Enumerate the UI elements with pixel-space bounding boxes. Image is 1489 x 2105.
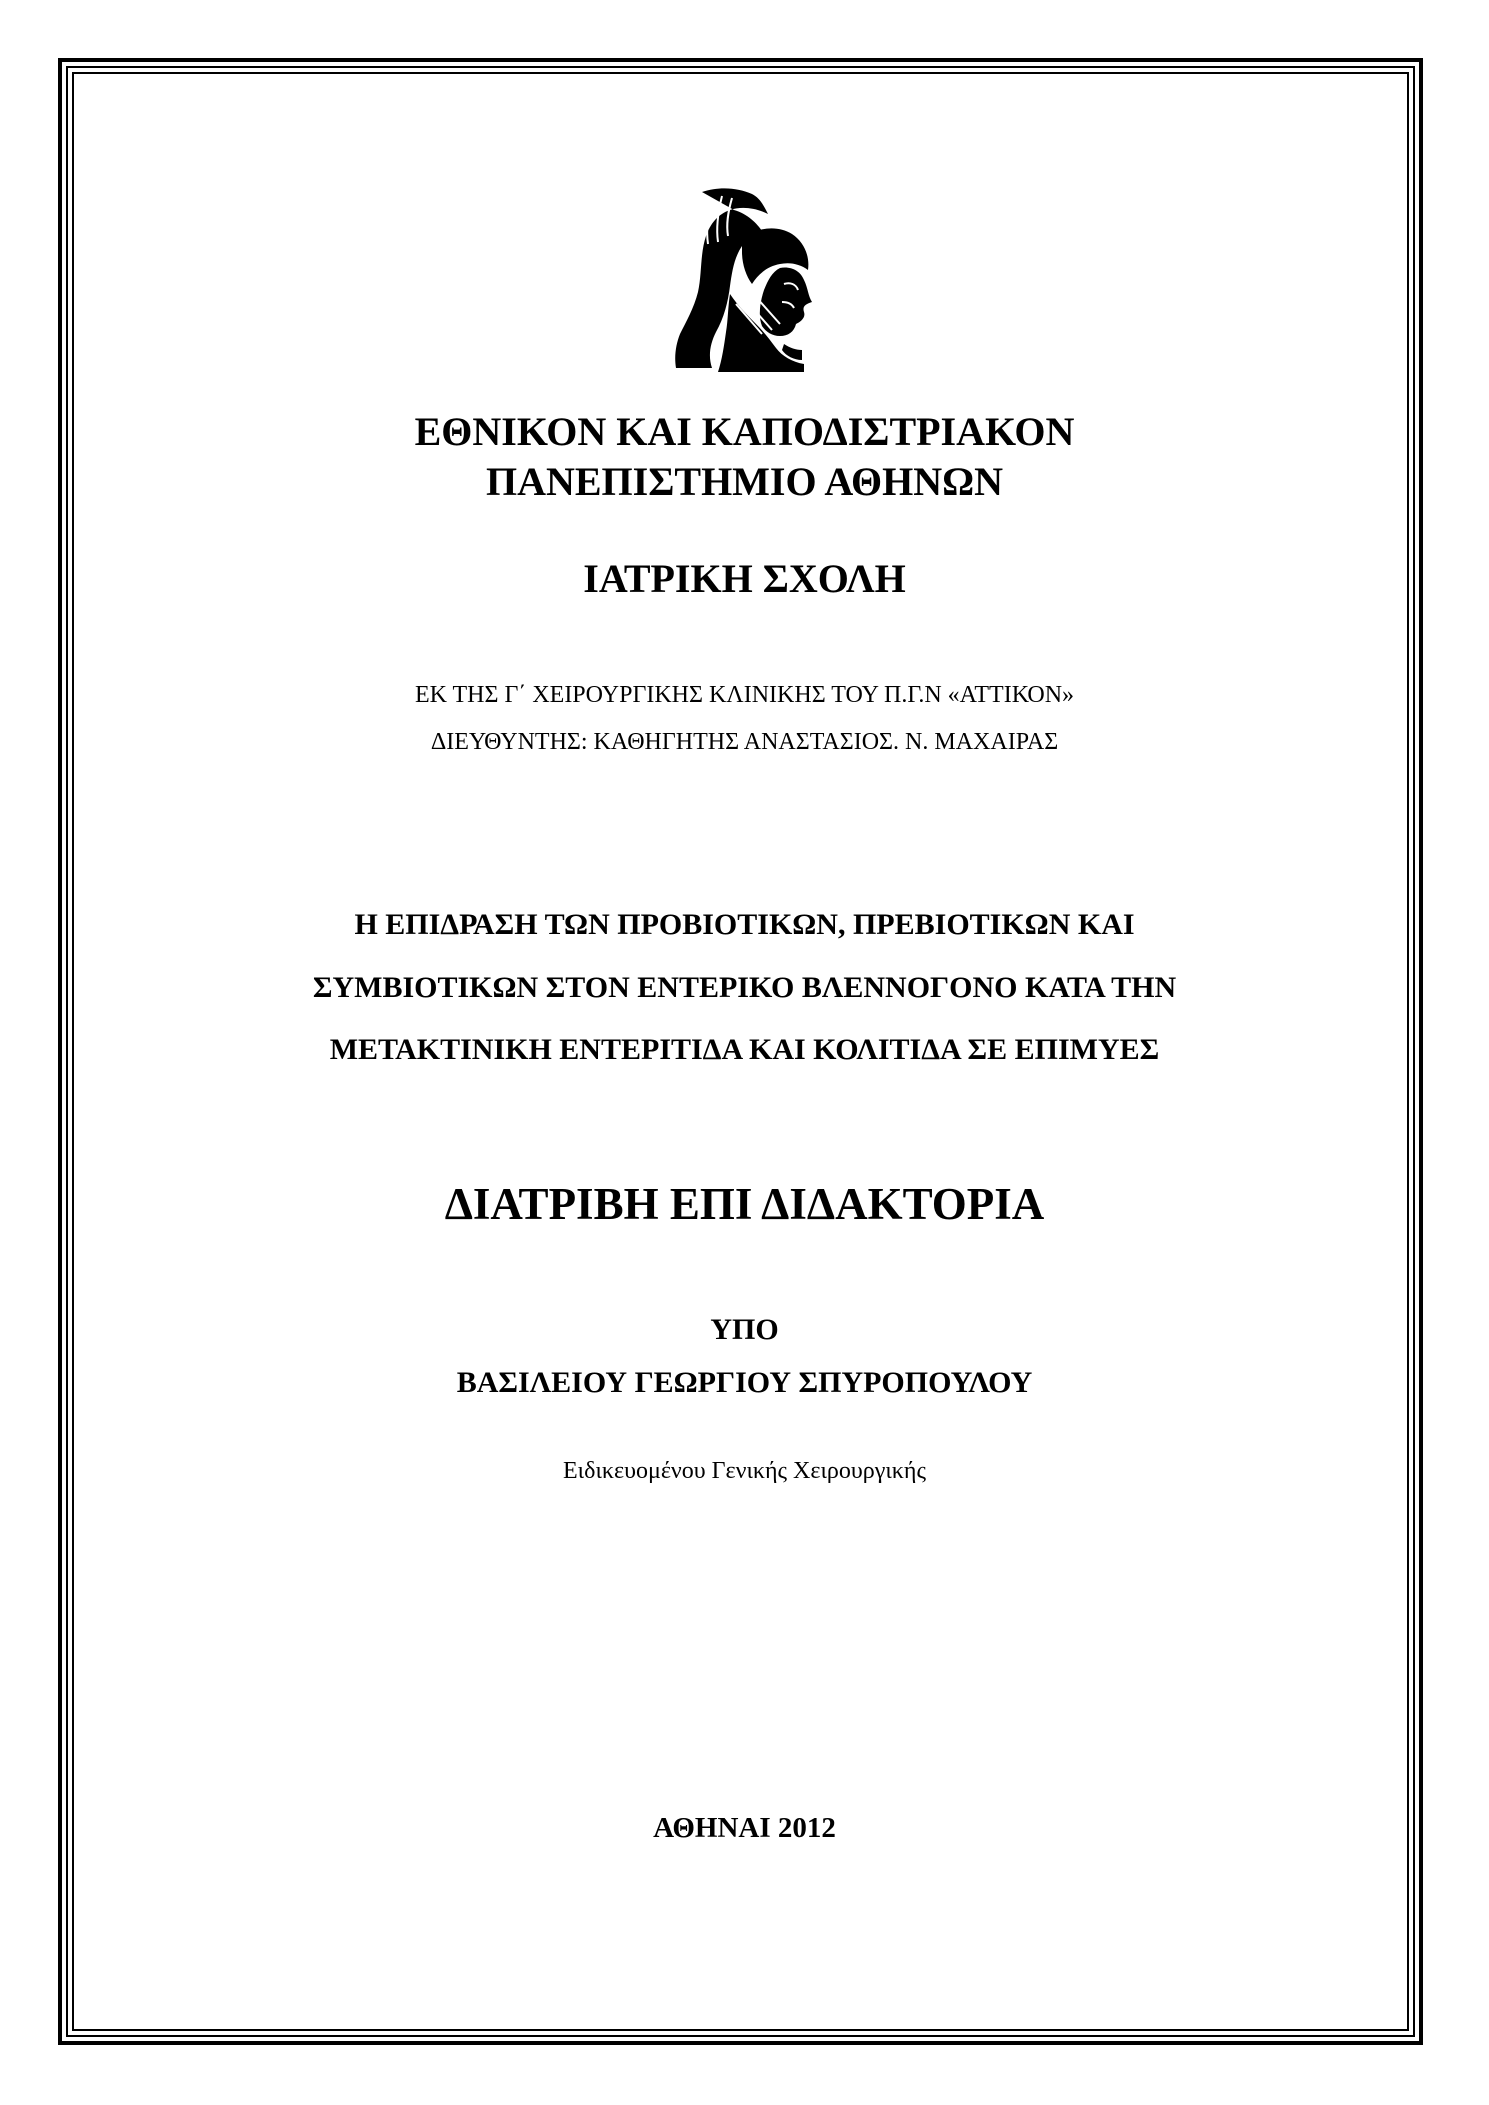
author-name: ΒΑΣΙΛΕΙΟΥ ΓΕΩΡΓΙΟΥ ΣΠΥΡΟΠΟΥΛΟΥ: [456, 1366, 1033, 1399]
director-line: ΔΙΕΥΘΥΝΤΗΣ: ΚΑΘΗΓΗΤΗΣ ΑΝΑΣΤΑΣΙΟΣ. Ν. ΜΑΧΑΙΡΑΣ: [430, 729, 1059, 755]
place-and-year: ΑΘΗΝΑΙ 2012: [653, 1812, 836, 1844]
university-name-line-1: ΕΘΝΙΚΟΝ ΚΑΙ ΚΑΠΟΔΙΣΤΡΙΑΚΟΝ: [414, 409, 1075, 454]
university-name-line-2: ΠΑΝΕΠΙΣΤΗΜΙΟ ΑΘΗΝΩΝ: [485, 459, 1003, 504]
thesis-title-line-1: Η ΕΠΙΔΡΑΣΗ ΤΩΝ ΠΡΟΒΙΟΤΙΚΩΝ, ΠΡΕΒΙΟΤΙΚΩΝ ΚΑΙ: [354, 908, 1135, 941]
author-by-label: ΥΠΟ: [710, 1313, 779, 1346]
school-name: ΙΑΤΡΙΚΗ ΣΧΟΛΗ: [583, 556, 906, 601]
clinic-line: ΕΚ ΤΗΣ Γ΄ ΧΕΙΡΟΥΡΓΙΚΗΣ ΚΛΙΝΙΚΗΣ ΤΟΥ Π.Γ.Ν «ΑΤΤΙΚΟΝ»: [414, 682, 1075, 708]
document-type: ΔΙΑΤΡΙΒΗ ΕΠΙ ΔΙΔΑΚΤΟΡΙΑ: [444, 1179, 1045, 1229]
thesis-title-line-3: ΜΕΤΑΚΤΙΝΙΚΗ ΕΝΤΕΡΙΤΙΔΑ ΚΑΙ ΚΟΛΙΤΙΔΑ ΣΕ ΕΠΙΜΥΕΣ: [329, 1033, 1160, 1066]
thesis-title-line-2: ΣΥΜΒΙΟΤΙΚΩΝ ΣΤΟΝ ΕΝΤΕΡΙΚΟ ΒΛΕΝΝΟΓΟΝΟ ΚΑΤΑ ΤΗΝ: [312, 971, 1177, 1004]
author-specialty: Ειδικευομένου Γενικής Χειρουργικής: [563, 1458, 926, 1484]
athena-head-icon: [672, 184, 818, 374]
